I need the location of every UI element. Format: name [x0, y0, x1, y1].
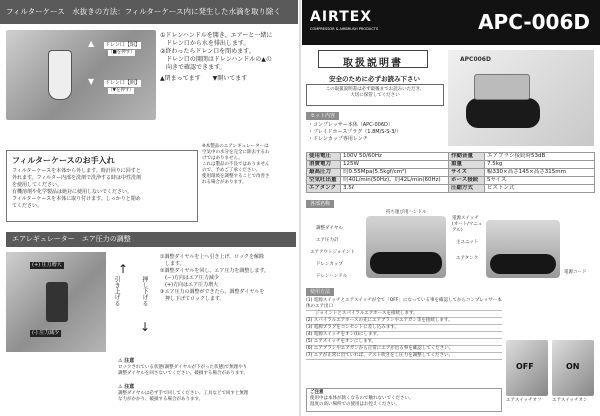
care-line: フィルターケースを本体から外します。時計回りに回すと — [12, 168, 141, 174]
drain-step-line: ①ドレンハンドルを開き、エアーと一緒に — [160, 32, 273, 39]
regulator-step-line: します。 — [160, 261, 185, 267]
spec-key: 重量 — [449, 161, 485, 169]
manual-title: 取扱説明書 — [343, 58, 403, 69]
spec-row — [307, 185, 595, 193]
footer-note-line: 湿度の高い場所での使用はお控えください。 — [310, 402, 400, 407]
usage-step: (3) 電源プラグをコンセントに差し込みます。 — [306, 325, 502, 332]
parts-tag: 各部名称 — [306, 200, 334, 208]
caution-1-title: 注意 — [124, 358, 135, 364]
safety-sub: 大切に保管してください — [350, 93, 400, 98]
drain-close-sub: （■を押す） — [108, 50, 135, 55]
regulator-knob-shape — [46, 282, 68, 322]
tank-shape-2 — [490, 254, 556, 274]
drain-step-line: ②終わったらドレン口を閉めます。 — [160, 48, 255, 55]
spec-key: エアタンク — [307, 185, 341, 193]
spec-row — [307, 153, 595, 161]
regulator-steps — [160, 254, 298, 303]
spec-value: 約40L/min(50Hz)、約42L/min(60Hz) — [341, 177, 449, 185]
usage-tag: 使用方法 — [306, 288, 334, 296]
usage-step: (5) エアスイッチをオンにします。 — [306, 339, 502, 346]
compressor-photo — [366, 216, 446, 278]
drain-step-line: 向きで確認できます。 — [160, 64, 226, 71]
usage-step: (2) スパイラルエアホースの先にエアブラシやエアガン等を接続します。 — [306, 318, 502, 325]
switch-on-photo — [552, 340, 594, 396]
pull-label: 引き上げる — [113, 276, 120, 306]
set-tag: セット内容 — [306, 112, 339, 120]
part-filter-label: ドレンカップ — [316, 262, 343, 267]
brand-logo: AIRTEX — [310, 9, 373, 25]
safety-box — [306, 84, 444, 106]
safety-title: 安全のために必ずお読み下さい — [329, 75, 420, 83]
spec-row — [307, 177, 595, 185]
footer-note — [306, 388, 502, 412]
part-handle-label: 持ち運び用ハンドル — [386, 210, 427, 215]
regulator-step-line: 押し下げてロックします。 — [160, 296, 225, 302]
part-connector-label: エアアウトジョイント — [310, 250, 355, 255]
usage-step: (1) 電源スイッチとエアスイッチが全て「OFF」になっている事を確認してからコンプレッサー本体のエア出口 — [306, 298, 502, 309]
note-line: 使用環境を調整することで改善さ — [202, 174, 270, 179]
spec-key: サイズ — [449, 169, 485, 177]
regulator-step-line: ①調整ダイヤルを上へ引き上げ、ロックを解除 — [160, 254, 265, 260]
brand-logo-sub: COMPRESSOR & AIRBRUSH PRODUCTS — [310, 27, 379, 31]
set-items — [308, 122, 448, 143]
product-box-photo — [448, 50, 594, 146]
spec-value: Sサイズ — [485, 177, 595, 185]
push-arrow-icon: ↓ — [140, 320, 151, 334]
note-line: れる場合があります。 — [202, 180, 247, 185]
warning-icon: ⚠ — [118, 384, 123, 390]
care-note — [202, 144, 296, 186]
drain-cup-shape — [48, 50, 72, 100]
usage-step: (4) 電源スイッチをオン(I)にします。 — [306, 332, 502, 339]
caution-1-line: 調整ダイヤルを回さないでください。破損する場合があります。 — [118, 371, 249, 376]
regulator-step-line: ②調整ダイヤルを回し、エア圧力を調整します。 — [160, 268, 269, 274]
care-line: フィルターケースを本体に取り付けます。しっかりと閉め — [12, 196, 141, 202]
part-dial-label: 調整ダイヤル — [316, 226, 343, 231]
note-line: 空気中の水分を完全に除去するわ — [202, 150, 270, 155]
compressor-motor-shape — [474, 74, 530, 100]
pressure-up-label: (+) 圧力増大 — [32, 262, 62, 268]
safety-sub: この取扱説明書は必ず最後までお読みいただき、 — [325, 87, 425, 92]
spec-value: 7.5kg — [485, 161, 595, 169]
drain-open-label: ドレン口【開】 — [105, 80, 140, 86]
set-item: ・ドレンカップ専用レンチ — [308, 136, 368, 142]
part-tank-label: エアタンク — [456, 256, 479, 261]
drain-step-line: ドレン口から水を排出します。 — [160, 40, 250, 47]
usage-step: (7) エアが正常に出ていれば、テスト吹きをし圧力を調整してください。 — [306, 353, 502, 360]
care-line: 外れます。フィルター内部を洗剤で洗浄する時は中性洗剤 — [12, 175, 142, 181]
caution-2-line: な力がかかり、破損する場合があります。 — [118, 397, 204, 402]
product-box-label: APC006D — [460, 56, 491, 63]
note-line: ので、予めご了承ください。 — [202, 168, 261, 173]
spec-row — [307, 161, 595, 169]
caution-1-line: ロックされている状態(調整ダイヤルが下がった状態)で無理やり — [118, 365, 248, 370]
spec-key: ホース接続 — [449, 177, 485, 185]
spec-value: 125W — [341, 161, 449, 169]
footer-note-line: ご注意 — [310, 390, 324, 395]
usage-steps — [306, 298, 502, 360]
tank-shape — [370, 252, 442, 274]
spec-key: 消費電力 — [307, 161, 341, 169]
spec-key: 使用電圧 — [307, 153, 341, 161]
spec-table — [306, 152, 595, 193]
on-label: ON — [566, 362, 580, 371]
spec-value: 100V 50/60Hz — [341, 153, 449, 161]
spec-value: 幅330×高さ145×高さ315mm — [485, 169, 595, 177]
compressor-photo-2 — [486, 220, 560, 278]
model-number: APC-006D — [478, 10, 590, 34]
regulator-step-line: ③エア圧力の調整ができたら、調整ダイヤルを — [160, 289, 265, 295]
caution-2-title: 注意 — [124, 384, 135, 390]
arrow-up-icon: ▲ — [88, 39, 95, 48]
warning-icon: ⚠ — [118, 358, 123, 364]
care-line: を使用してください。 — [12, 182, 63, 188]
page-divider — [299, 0, 301, 416]
note-line: けではありません。 — [202, 156, 243, 161]
set-item: ・コンプレッサー本体（APC-006D） — [308, 122, 393, 128]
spec-row — [307, 169, 595, 177]
regulator-step-line: (+)方向はエア圧力増大 — [160, 282, 219, 288]
spec-value: エアブラシ接続時53dB — [485, 153, 595, 161]
spec-value: 約0.55Mpa(5.5kgf/cm²) — [341, 169, 449, 177]
drain-step-line: ドレン口の開閉はドレンハンドルの▲の — [160, 56, 272, 63]
spec-value: ピストン式 — [485, 185, 595, 193]
compressor-tank-shape — [466, 98, 540, 128]
caution-2 — [118, 384, 298, 403]
arrow-down-icon: ▼ — [88, 77, 95, 86]
brand-bar — [302, 0, 600, 45]
push-label: 押し下げる — [141, 276, 148, 306]
spec-key: 作動音量 — [449, 153, 485, 161]
part-gauge-label: エア圧力計 — [316, 238, 339, 243]
pull-arrow-icon: ↑ — [118, 262, 129, 276]
drain-step-line: ▲閉まってます ▼開いてます — [160, 75, 248, 82]
spec-key: 圧縮方式 — [449, 185, 485, 193]
left-header: フィルターケース 水抜きの方法：フィルターケース内に発生した水滴を取り除く — [0, 0, 298, 24]
off-label: OFF — [516, 362, 534, 371]
usage-step: (6) エアブラシやエアガンから正常にエアが出る事を確認してください。 — [306, 346, 502, 353]
set-item: ・ブレイドホースプラグ（1.8M/S-S-3/） — [308, 129, 402, 135]
care-line: てください。 — [12, 203, 43, 209]
spec-key: 最高圧力 — [307, 169, 341, 177]
part-drain-label: ドレンハンドル — [316, 274, 348, 279]
care-title: フィルターケースのお手入れ — [12, 156, 115, 165]
part-cable-label: 電源コード — [564, 270, 587, 275]
spec-key: 空気吐出量 — [307, 177, 341, 185]
regulator-header: エアレギュレーター エア圧力の調整 — [6, 232, 296, 247]
note-line: ※本製品のエアレギュレーターは — [202, 144, 269, 149]
part-body-label: 主ユニット — [456, 240, 479, 245]
note-line: これは製品の不良ではありません — [202, 162, 270, 167]
part-switch-label: 電源スイッチ (オート/マニュアル) — [452, 216, 483, 233]
switch-off-caption: エアスイッチオフ — [506, 398, 542, 403]
switch-on-caption: エアスイッチオン — [552, 398, 588, 403]
regulator-step-line: (ー)方向はエア圧力減少 — [160, 275, 219, 281]
switch-off-photo — [506, 340, 548, 396]
spec-value: 3.5ℓ — [341, 185, 449, 193]
footer-note-line: 使用中は本体が熱くなるので触れないでください。 — [310, 396, 414, 401]
caution-1 — [118, 358, 298, 377]
usage-step: ジョイントとスパイラルエアホースを接続します。 — [306, 311, 502, 318]
care-line: 有機溶剤や化学製品は絶対に使用しないでください。 — [12, 189, 133, 195]
care-box — [6, 150, 198, 222]
parts-diagram — [306, 210, 594, 284]
drain-open-sub: （▼を押す） — [108, 88, 134, 93]
caution-2-line: 調整ダイヤルは必ず手で回してください。工具などで回すと無理 — [118, 391, 249, 396]
drain-close-label: ドレン口【閉】 — [105, 42, 140, 48]
manual-title-box — [318, 50, 428, 68]
pressure-down-label: (-) 圧力減少 — [32, 330, 60, 336]
drain-steps — [160, 32, 295, 83]
